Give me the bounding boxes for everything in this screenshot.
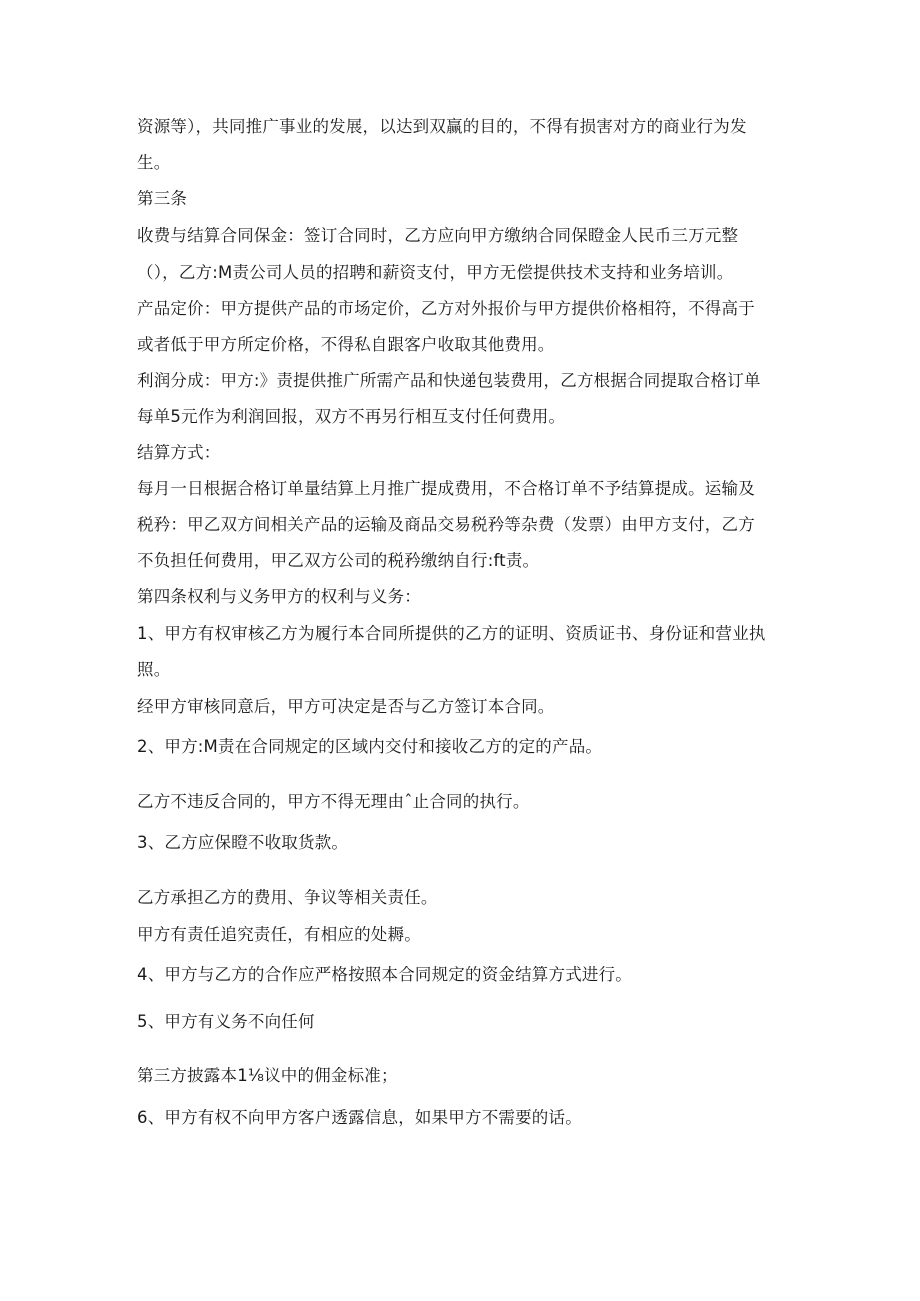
article-heading: 第四条权利与义务甲方的权利与义务： — [137, 587, 421, 606]
list-item: 4、甲方与乙方的合作应严格按照本合同规定的资金结算方式进行。 — [137, 965, 632, 984]
paragraph-line: （），乙方:M责公司人员的招聘和薪资支付，甲方无偿提供技术支持和业务培训。 — [137, 263, 734, 282]
list-item: 5、甲方有义务不向任何 — [137, 1012, 315, 1031]
paragraph-line: 利润分成：甲方:》责提供推广所需产品和快递包装费用，乙方根据合同提取合格订单 — [137, 371, 761, 390]
paragraph-line: 收费与结算合同保金：签订合同时，乙方应向甲方缴纳合同保瞪金人民币三万元整 — [137, 226, 739, 245]
paragraph-line: 生。 — [137, 153, 171, 172]
paragraph-line: 每单5元作为利润回报，双方不再另行相互支付任何费用。 — [137, 407, 566, 426]
paragraph-line: 或者低于甲方所定价格，不得私自跟客户收取其他费用。 — [137, 335, 555, 354]
list-item: 1、甲方有权审核乙方为履行本合同所提供的乙方的证明、资质证书、身份证和营业执 — [137, 624, 766, 643]
paragraph-line: 不负担任何费用，甲乙双方公司的税矜缴纳自行:ft责。 — [137, 551, 540, 570]
paragraph-line: 第三方披露本1⅛议中的佣金标准； — [137, 1066, 398, 1085]
paragraph-line: 经甲方审核同意后，甲方可决定是否与乙方签订本合同。 — [137, 697, 555, 716]
paragraph-line: 照。 — [137, 660, 171, 679]
paragraph-line: 税矜：甲乙双方间相关产品的运输及商品交易税矜等杂费（发票）由甲方支付，乙方 — [137, 515, 755, 534]
paragraph-line: 资源等），共同推广事业的发展，以达到双赢的目的，不得有损害对方的商业行为发 — [137, 117, 747, 136]
paragraph-line: 乙方承担乙方的费用、争议等相关责任。 — [137, 888, 438, 907]
paragraph-line: 乙方不违反合同的，甲方不得无理由ˆ止合同的执行。 — [137, 792, 530, 811]
paragraph-line: 产品定价：甲方提供产品的市场定价，乙方对外报价与甲方提供价格相符，不得高于 — [137, 299, 755, 318]
paragraph-line: 每月一日根据合格订单量结算上月推广提成费用，不合格订单不予结算提成。运输及 — [137, 479, 755, 498]
article-heading: 第三条 — [137, 189, 188, 208]
section-label: 结算方式： — [137, 443, 221, 462]
list-item: 6、甲方有权不向甲方客户透露信息，如果甲方不需要的话。 — [137, 1108, 582, 1127]
list-item: 3、乙方应保瞪不收取货款。 — [137, 833, 349, 852]
paragraph-line: 甲方有责任追究责任，有相应的处耨。 — [137, 925, 421, 944]
list-item: 2、甲方:M责在合同规定的区域内交付和接收乙方的定的产品。 — [137, 737, 603, 756]
